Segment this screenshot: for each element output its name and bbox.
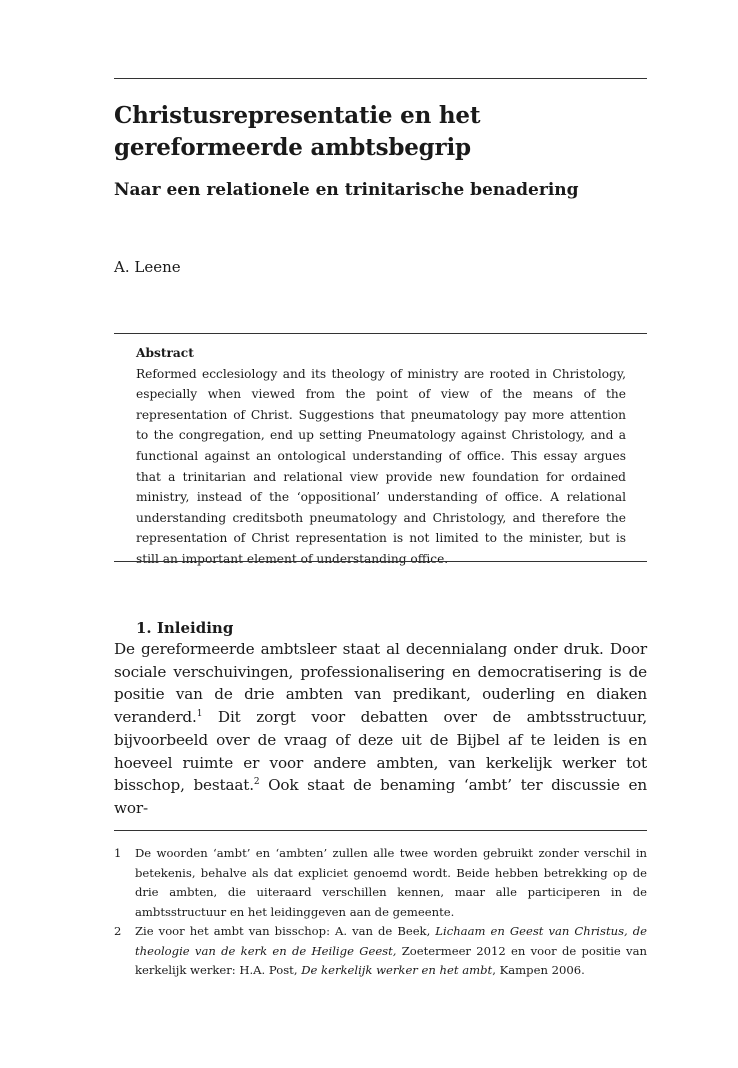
- footnote-text-a: Zie voor het ambt van bisschop: A. van de Beek,: [135, 924, 436, 938]
- body-text-part1: De gereformeerde ambtsleer staat al decennialang onder druk. Door sociale verschuivingen, professionalisering en democratisering is de positie van de drie ambten van predikant, ouderling en diaken veranderd.: [114, 640, 647, 727]
- abstract-top-rule: [114, 333, 647, 334]
- footnote-ref-2[interactable]: 2: [253, 777, 260, 788]
- footnote-book-title-1: Lichaam en Geest van Christus, de theologie van de kerk en de Heilige Geest,: [135, 924, 648, 958]
- footnote-text-e: , Kampen 2006.: [492, 963, 585, 977]
- footnote-number: 2: [114, 924, 122, 938]
- footnote-text: De woorden ‘ambt’ en ‘ambten’ zullen alle twee worden gebruikt zonder verschil in betekenis, behalve als dat expliciet genoemd wordt. Beide hebben betrekking op de drie ambten, die uiteraard verschillen kennen, maar alle participeren in de ambtsstructuur en het leidinggeven aan de gemeente.: [135, 846, 647, 919]
- footnote-text-c: Zoetermeer 2012 en voor de positie van kerkelijk werker: H.A. Post,: [135, 943, 647, 977]
- footnotes: [114, 844, 647, 981]
- body-text-part2: Dit zorgt voor debatten over de ambtsstructuur, bijvoorbeeld over de vraag of deze uit de Bijbel af te leiden is en hoeveel ruimte er voor andere ambten, van kerkelijk werker tot bisschop, bestaat.: [114, 708, 647, 795]
- section-heading: 1. Inleiding: [136, 619, 234, 637]
- body-text-part3: Ook staat de benaming ‘ambt’ ter discussie en wor-: [114, 776, 647, 817]
- abstract-block: [136, 343, 626, 570]
- top-rule: [114, 78, 647, 79]
- article-title: Christusrepresentatie en het gereformeerde ambtsbegrip: [114, 102, 481, 161]
- abstract-bottom-rule: [114, 561, 647, 562]
- footnote-1: [114, 844, 647, 922]
- body-paragraph: [114, 638, 647, 820]
- article-author: A. Leene: [114, 258, 181, 276]
- footnote-book-title-2: De kerkelijk werker en het ambt: [301, 963, 493, 977]
- footnote-number: 1: [114, 846, 122, 860]
- abstract-text: Reformed ecclesiology and its theology of ministry are rooted in Christology, especially when viewed from the point of view of the means of the representation of Christ. Suggestions that pneumatology pay more attention to the congregation, end up setting Pneumatology against Christology, and a functional against an ontological understanding of office. This essay argues that a trinitarian and relational view provide new foundation for ordained ministry, instead of the ‘oppositional’ understanding of office. A relational understanding creditsboth pneumatology and Christology, and therefore the representation of Christ representation is not limited to the minister, but is still an important element of understanding office.: [136, 366, 626, 566]
- footnote-ref-1[interactable]: 1: [196, 709, 203, 720]
- article-subtitle: Naar een relationele en trinitarische benadering: [114, 180, 579, 200]
- abstract-heading: Abstract: [136, 346, 194, 360]
- footnote-2: [114, 922, 647, 981]
- footnote-rule: [114, 830, 647, 831]
